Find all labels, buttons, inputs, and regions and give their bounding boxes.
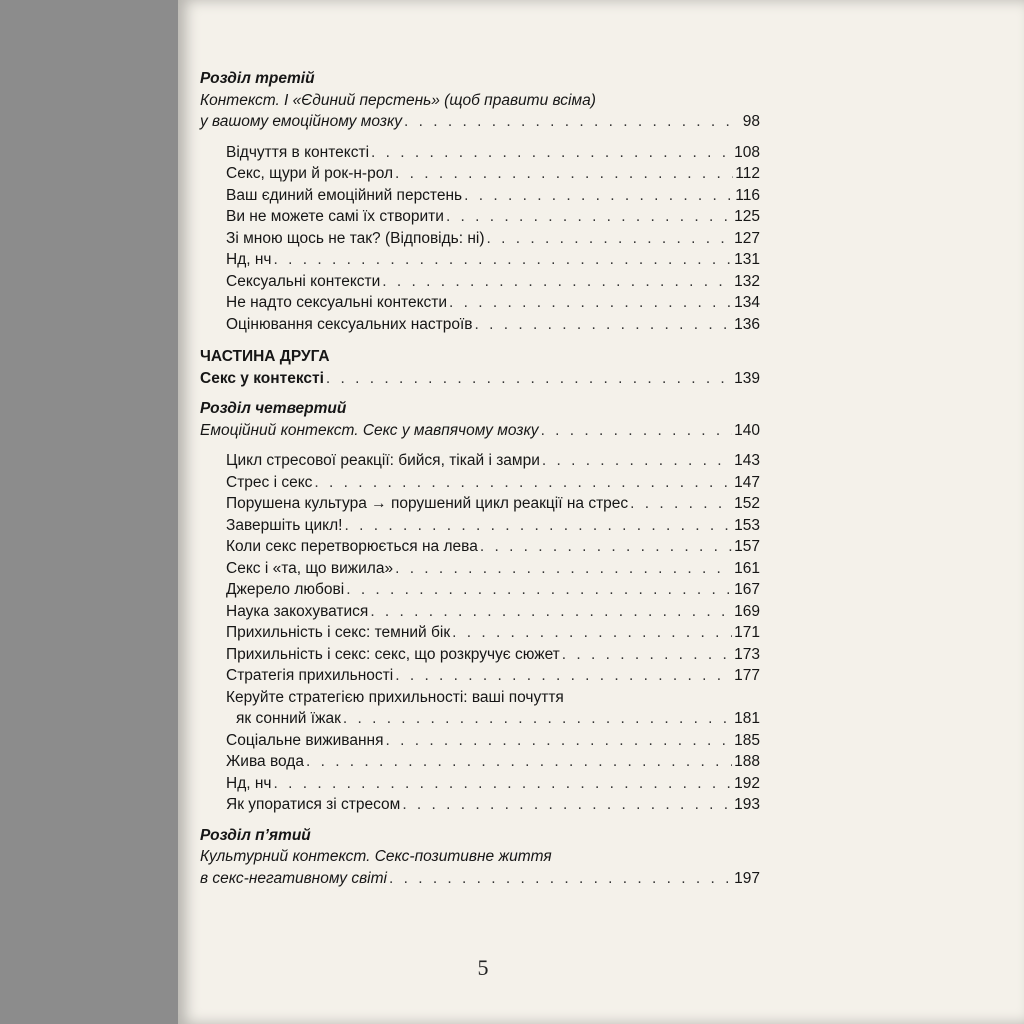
entry-label: Ваш єдиний емоційний перстень (226, 186, 463, 204)
toc-entry (200, 316, 760, 338)
entry-label: Зі мною щось не так? (Відповідь: ні) (226, 229, 485, 247)
leader-dots (389, 870, 732, 888)
page-ref: 197 (734, 869, 760, 887)
entry-label: Стрес і секс (226, 473, 313, 491)
toc-entry (200, 710, 760, 732)
part-title-line (200, 370, 760, 392)
chapter-title-line (200, 848, 760, 870)
chapter-4-entries-continued (200, 732, 760, 818)
toc-entry (200, 646, 760, 668)
chapter-title: у вашому емоційному мозку (200, 113, 403, 130)
leader-dots (306, 753, 732, 771)
page-ref: 143 (734, 452, 760, 469)
leader-dots (395, 667, 732, 685)
entry-label: Стратегія прихильності (226, 667, 394, 684)
entry-label: Ви не можете самі їх створити (226, 208, 444, 225)
entry-label: Нд, нч (226, 251, 272, 268)
section-heading (200, 400, 760, 422)
toc-entry (200, 796, 760, 818)
page-ref: 98 (742, 113, 760, 130)
leader-dots (371, 144, 732, 162)
page-ref: 147 (734, 473, 760, 491)
table-of-contents (200, 70, 760, 891)
leader-dots (630, 495, 732, 513)
toc-entry (200, 560, 760, 582)
toc-entry (200, 732, 760, 754)
leader-dots (274, 251, 733, 269)
page-ref: 125 (734, 208, 760, 225)
toc-entry (200, 495, 760, 517)
toc-entry (200, 144, 760, 166)
leader-dots (404, 113, 741, 131)
page-ref: 112 (735, 165, 760, 182)
leader-dots (446, 208, 732, 226)
page-ref: 140 (734, 421, 760, 439)
page-ref: 181 (734, 710, 760, 727)
entry-label: Жива вода (226, 753, 304, 770)
page-ref: 152 (734, 495, 760, 512)
entry-label: Оцінювання сексуальних настроїв (226, 315, 473, 333)
leader-dots (402, 796, 732, 814)
entry-label: Прихильність і секс: секс, що розкручує сюжет (226, 645, 560, 663)
entry-label: Нд, нч (226, 774, 272, 792)
toc-entry (200, 775, 760, 797)
leader-dots (487, 230, 733, 248)
chapter-title: Культурний контекст. Секс-позитивне життя (200, 848, 552, 865)
toc-entry (200, 452, 760, 474)
entry-label: Завершіть цикл! (226, 516, 343, 534)
page-ref: 153 (734, 516, 760, 534)
page-ref: 161 (734, 559, 760, 577)
page-ref: 134 (734, 294, 760, 311)
page-ref: 108 (734, 143, 760, 161)
entry-label: Секс, щури й рок-н-рол (226, 165, 394, 182)
section-label: Розділ п’ятий (200, 826, 311, 844)
entry-label: Соціальне виживання (226, 731, 384, 749)
entry-label: Секс і «та, що вижила» (226, 559, 394, 577)
entry-label: Цикл стресової реакції: бийся, тікай і замри (226, 452, 540, 469)
page-ref: 136 (734, 315, 760, 333)
page-ref: 132 (734, 272, 760, 290)
leader-dots (346, 581, 732, 599)
part-label: ЧАСТИНА ДРУГА (200, 348, 330, 365)
toc-entry (200, 603, 760, 625)
leader-dots (475, 316, 733, 334)
section-heading (200, 70, 760, 92)
leader-dots (314, 474, 732, 492)
leader-dots (274, 775, 733, 793)
toc-entry (200, 624, 760, 646)
page-ref: 157 (734, 538, 760, 555)
toc-entry (200, 230, 760, 252)
section-label: Розділ четвертий (200, 400, 347, 417)
chapter-title: Контекст. І «Єдиний перстень» (щоб правити всіма) (200, 91, 596, 109)
chapter-title: в секс-негативному світі (200, 869, 387, 887)
toc-entry (200, 165, 760, 187)
toc-entry (200, 667, 760, 689)
leader-dots (382, 273, 732, 291)
page-ref: 167 (734, 581, 760, 598)
leader-dots (449, 294, 732, 312)
entry-label: Прихильність і секс: темний бік (226, 624, 451, 641)
chapter-title-line (200, 113, 760, 135)
page-ref: 139 (734, 369, 760, 387)
leader-dots (326, 370, 732, 388)
page-ref: 127 (734, 229, 760, 247)
entry-label: Відчуття в контексті (226, 143, 370, 161)
leader-dots (452, 624, 732, 642)
page-ref: 131 (734, 251, 760, 268)
page-ref: 173 (734, 645, 760, 663)
entry-label: Як упоратися зі стресом (226, 796, 401, 813)
page-number: 5 (477, 955, 489, 980)
chapter-title-line (200, 92, 760, 114)
page-ref: 116 (735, 186, 760, 204)
toc-entry (200, 581, 760, 603)
entry-label: Наука закохуватися (226, 602, 369, 620)
page-ref: 169 (734, 602, 760, 620)
part-title: Секс у контексті (200, 369, 324, 387)
leader-dots (395, 165, 733, 183)
page-ref: 171 (734, 624, 760, 641)
section-heading (200, 827, 760, 849)
section-label: Розділ третій (200, 70, 315, 87)
toc-entry (200, 753, 760, 775)
entry-label: Сексуальні контексти (226, 272, 381, 290)
chapter-title: Емоційний контекст. Секс у мавпячому мозку (200, 421, 539, 439)
toc-entry (200, 273, 760, 295)
leader-dots (395, 560, 732, 578)
toc-entry (200, 538, 760, 560)
toc-entry (200, 517, 760, 539)
leader-dots (345, 517, 733, 535)
entry-label: Порушена культура → порушений цикл реакції на стрес (226, 495, 629, 512)
entry-label: Керуйте стратегією прихильності: ваші почуття (226, 688, 564, 706)
leader-dots (464, 187, 733, 205)
toc-entry (200, 251, 760, 273)
leader-dots (343, 710, 732, 728)
entry-label: Джерело любові (226, 581, 345, 598)
toc-entry (200, 208, 760, 230)
entry-label: Коли секс перетворюється на лева (226, 538, 478, 555)
part-heading (200, 348, 760, 370)
page-ref: 188 (734, 753, 760, 770)
page-ref: 193 (734, 796, 760, 813)
leader-dots (385, 732, 732, 750)
entry-label: як сонний їжак (236, 710, 341, 727)
leader-dots (370, 603, 732, 621)
chapter-title-line (200, 870, 760, 892)
toc-entry (200, 474, 760, 496)
entry-label: Не надто сексуальні контексти (226, 294, 448, 311)
page-ref: 192 (734, 774, 760, 792)
page-ref: 177 (734, 667, 760, 684)
toc-entry (200, 294, 760, 316)
toc-entry (200, 187, 760, 209)
leader-dots (562, 646, 732, 664)
chapter-4-entries (200, 452, 760, 689)
chapter-3-entries (200, 144, 760, 338)
toc-entry (200, 689, 760, 711)
leader-dots (541, 422, 733, 440)
leader-dots (542, 452, 732, 470)
leader-dots (480, 538, 732, 556)
chapter-title-line (200, 422, 760, 444)
page-ref: 185 (734, 731, 760, 749)
